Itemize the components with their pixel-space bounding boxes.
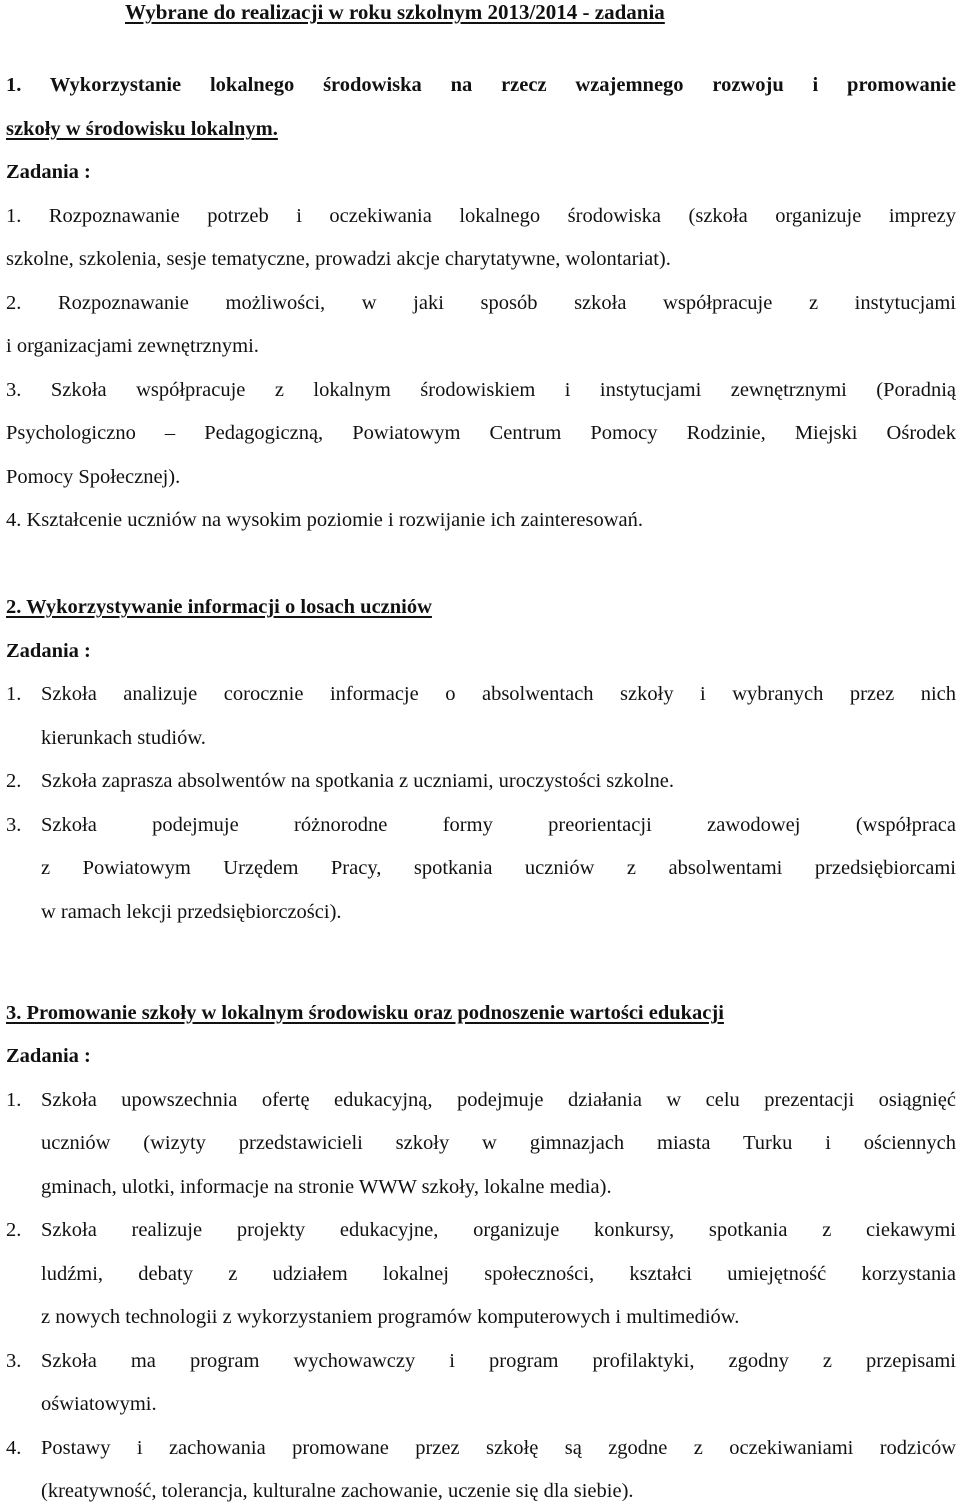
section3-item2-line3: z nowych technologii z wykorzystaniem programów komputerowych i multimediów.	[41, 1306, 740, 1328]
section3-heading: 3. Promowanie szkoły w lokalnym środowisku oraz podnoszenie wartości edukacji	[6, 1002, 724, 1024]
section3-item4-line1: Postawy i zachowania promowane przez szkołę są zgodne z oczekiwaniami rodziców	[41, 1437, 956, 1459]
section2-tasks-label: Zadania :	[6, 640, 91, 662]
section1-item3-line1: 3. Szkoła współpracuje z lokalnym środowiskiem i instytucjami zewnętrznymi (Poradnią	[6, 379, 956, 401]
section3-item2-line1: Szkoła realizuje projekty edukacyjne, organizuje konkursy, spotkania z ciekawymi	[41, 1219, 956, 1241]
section2-item3-line1: Szkoła podejmuje różnorodne formy preorientacji zawodowej (współpraca	[41, 814, 956, 836]
section1-item1-line2: szkolne, szkolenia, sesje tematyczne, prowadzi akcje charytatywne, wolontariat).	[6, 248, 671, 270]
section2-item1-number: 1.	[6, 683, 22, 705]
section3-tasks-label: Zadania :	[6, 1045, 91, 1067]
section1-heading-line1: 1. Wykorzystanie lokalnego środowiska na rzecz wzajemnego rozwoju i promowanie	[6, 74, 956, 96]
section3-item1-line3: gminach, ulotki, informacje na stronie WWW szkoły, lokalne media).	[41, 1176, 612, 1198]
section3-item3-line1: Szkoła ma program wychowawczy i program profilaktyki, zgodny z przepisami	[41, 1350, 956, 1372]
section3-item1-line1: Szkoła upowszechnia ofertę edukacyjną, podejmuje działania w celu prezentacji osiągnięć	[41, 1089, 956, 1111]
section3-item4-line2: (kreatywność, tolerancja, kulturalne zachowanie, uczenie się dla siebie).	[41, 1480, 634, 1502]
section3-item3-number: 3.	[6, 1350, 22, 1372]
section2-heading: 2. Wykorzystywanie informacji o losach uczniów	[6, 596, 432, 618]
section2-item3-number: 3.	[6, 814, 22, 836]
section1-item1-line1: 1. Rozpoznawanie potrzeb i oczekiwania lokalnego środowiska (szkoła organizuje imprezy	[6, 205, 956, 227]
section1-heading-line2: szkoły w środowisku lokalnym.	[6, 118, 278, 140]
section3-item1-line2: uczniów (wizyty przedstawicieli szkoły w gimnazjach miasta Turku i ościennych	[41, 1132, 956, 1154]
section1-item3-line3: Pomocy Społecznej).	[6, 466, 181, 488]
section2-item3-line3: w ramach lekcji przedsiębiorczości).	[41, 901, 342, 923]
section1-item2-line2: i organizacjami zewnętrznymi.	[6, 335, 259, 357]
section3-item2-line2: ludźmi, debaty z udziałem lokalnej społeczności, kształci umiejętność korzystania	[41, 1263, 956, 1285]
section3-item3-line2: oświatowymi.	[41, 1393, 157, 1415]
section1-item4-line1: 4. Kształcenie uczniów na wysokim poziomie i rozwijanie ich zainteresowań.	[6, 509, 643, 531]
section3-item1-number: 1.	[6, 1089, 22, 1111]
section3-item2-number: 2.	[6, 1219, 22, 1241]
section2-item3-line2: z Powiatowym Urzędem Pracy, spotkania uczniów z absolwentami przedsiębiorcami	[41, 857, 956, 879]
section2-item2-number: 2.	[6, 770, 22, 792]
section2-item1-line2: kierunkach studiów.	[41, 727, 206, 749]
section1-item3-line2: Psychologiczno – Pedagogiczną, Powiatowym Centrum Pomocy Rodzinie, Miejski Ośrodek	[6, 422, 956, 444]
section1-tasks-label: Zadania :	[6, 161, 91, 183]
section2-item2-line1: Szkoła zaprasza absolwentów na spotkania z uczniami, uroczystości szkolne.	[41, 770, 675, 792]
document-title: Wybrane do realizacji w roku szkolnym 2013/2014 - zadania	[125, 0, 665, 24]
section3-item4-number: 4.	[6, 1437, 22, 1459]
section1-item2-line1: 2. Rozpoznawanie możliwości, w jaki sposób szkoła współpracuje z instytucjami	[6, 292, 956, 314]
section2-item1-line1: Szkoła analizuje corocznie informacje o absolwentach szkoły i wybranych przez nich	[41, 683, 956, 705]
